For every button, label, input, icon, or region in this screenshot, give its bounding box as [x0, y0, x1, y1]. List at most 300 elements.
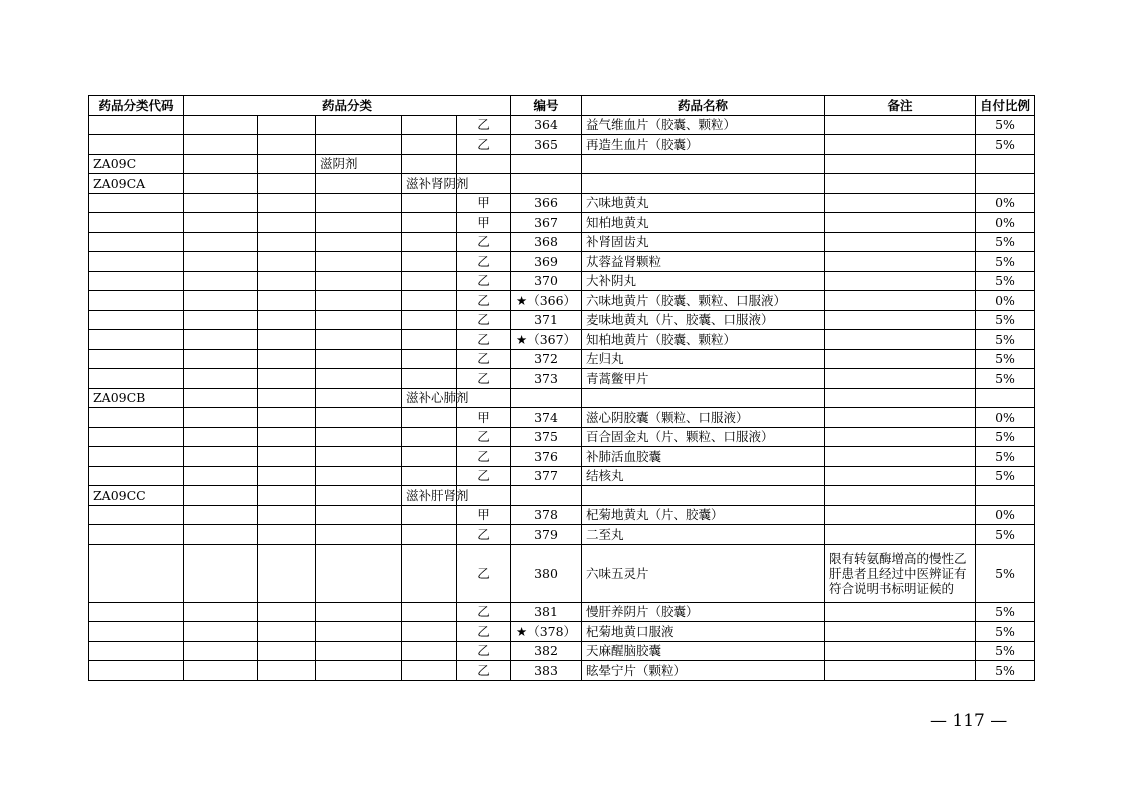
table-row [89, 193, 1035, 213]
cell-level4 [402, 661, 457, 681]
cell-note [825, 602, 976, 622]
cell-code: ZA09CA [89, 174, 184, 194]
table-row [89, 466, 1035, 486]
cell-grade: 甲 [457, 213, 511, 233]
cell-number [511, 154, 582, 174]
cell-code [89, 466, 184, 486]
cell-grade: 乙 [457, 427, 511, 447]
cell-number [511, 388, 582, 408]
cell-grade: 乙 [457, 369, 511, 389]
cell-level4 [402, 135, 457, 155]
cell-level2 [258, 213, 316, 233]
cell-level3 [316, 369, 402, 389]
cell-grade: 乙 [457, 544, 511, 602]
cell-number: 381 [511, 602, 582, 622]
cell-code [89, 135, 184, 155]
cell-level2 [258, 115, 316, 135]
cell-drug-name [582, 174, 825, 194]
cell-level2 [258, 330, 316, 350]
cell-level1 [184, 661, 258, 681]
cell-drug-name: 六味五灵片 [582, 544, 825, 602]
cell-code [89, 661, 184, 681]
cell-code [89, 408, 184, 428]
cell-note [825, 330, 976, 350]
cell-level3 [316, 505, 402, 525]
cell-level3 [316, 115, 402, 135]
table-row [89, 232, 1035, 252]
table-row [89, 661, 1035, 681]
cell-number: 372 [511, 349, 582, 369]
cell-level2 [258, 427, 316, 447]
cell-level2 [258, 252, 316, 272]
cell-level1 [184, 486, 258, 506]
cell-level3 [316, 602, 402, 622]
table-row [89, 115, 1035, 135]
cell-level3 [316, 447, 402, 467]
cell-code [89, 310, 184, 330]
cell-level1 [184, 193, 258, 213]
cell-drug-name: 杞菊地黄口服液 [582, 622, 825, 642]
cell-level2 [258, 641, 316, 661]
cell-level4 [402, 232, 457, 252]
cell-note [825, 174, 976, 194]
cell-drug-name: 知柏地黄丸 [582, 213, 825, 233]
cell-ratio: 5% [976, 427, 1035, 447]
cell-note [825, 310, 976, 330]
cell-note [825, 291, 976, 311]
cell-code [89, 427, 184, 447]
cell-grade: 乙 [457, 602, 511, 622]
cell-ratio: 5% [976, 252, 1035, 272]
cell-note [825, 135, 976, 155]
cell-code: ZA09CC [89, 486, 184, 506]
cell-code [89, 447, 184, 467]
cell-level3 [316, 213, 402, 233]
cell-note [825, 115, 976, 135]
cell-number: 374 [511, 408, 582, 428]
cell-grade: 乙 [457, 641, 511, 661]
cell-level4: 滋补肝肾剂 [402, 486, 457, 506]
cell-level1 [184, 115, 258, 135]
cell-ratio [976, 174, 1035, 194]
table-row [89, 505, 1035, 525]
cell-level1 [184, 252, 258, 272]
cell-drug-name: 再造生血片（胶囊） [582, 135, 825, 155]
cell-number: 378 [511, 505, 582, 525]
cell-grade: 乙 [457, 466, 511, 486]
cell-level2 [258, 466, 316, 486]
table-row [89, 369, 1035, 389]
cell-ratio: 0% [976, 213, 1035, 233]
cell-level3 [316, 466, 402, 486]
cell-note [825, 408, 976, 428]
cell-note [825, 486, 976, 506]
cell-drug-name: 眩晕宁片（颗粒） [582, 661, 825, 681]
cell-level2 [258, 310, 316, 330]
cell-grade: 乙 [457, 271, 511, 291]
cell-level1 [184, 310, 258, 330]
cell-level2 [258, 154, 316, 174]
cell-ratio: 5% [976, 641, 1035, 661]
cell-grade: 乙 [457, 330, 511, 350]
table-row [89, 388, 1035, 408]
cell-code [89, 291, 184, 311]
cell-level1 [184, 291, 258, 311]
cell-level1 [184, 271, 258, 291]
cell-code [89, 213, 184, 233]
cell-level4 [402, 544, 457, 602]
cell-level4 [402, 291, 457, 311]
cell-ratio: 5% [976, 232, 1035, 252]
cell-note [825, 369, 976, 389]
cell-number: 382 [511, 641, 582, 661]
cell-level4 [402, 330, 457, 350]
cell-level1 [184, 213, 258, 233]
header-code: 药品分类代码 [89, 96, 184, 116]
cell-number: 368 [511, 232, 582, 252]
cell-code [89, 641, 184, 661]
cell-code [89, 330, 184, 350]
cell-ratio: 5% [976, 135, 1035, 155]
cell-grade: 乙 [457, 232, 511, 252]
table-row [89, 135, 1035, 155]
cell-number: 375 [511, 427, 582, 447]
cell-note [825, 388, 976, 408]
cell-level1 [184, 174, 258, 194]
cell-level3 [316, 427, 402, 447]
cell-ratio [976, 486, 1035, 506]
table-row [89, 154, 1035, 174]
cell-ratio: 0% [976, 291, 1035, 311]
cell-number: 377 [511, 466, 582, 486]
cell-ratio: 5% [976, 525, 1035, 545]
table-body [89, 115, 1035, 680]
table-row [89, 486, 1035, 506]
cell-note [825, 213, 976, 233]
table-row [89, 310, 1035, 330]
cell-level2 [258, 447, 316, 467]
cell-level3 [316, 641, 402, 661]
cell-ratio: 5% [976, 271, 1035, 291]
cell-number: 365 [511, 135, 582, 155]
cell-level1 [184, 602, 258, 622]
cell-code [89, 349, 184, 369]
cell-drug-name: 麦味地黄丸（片、胶囊、口服液） [582, 310, 825, 330]
cell-grade: 乙 [457, 115, 511, 135]
cell-note [825, 466, 976, 486]
cell-level3 [316, 174, 402, 194]
cell-level4: 滋补肾阴剂 [402, 174, 457, 194]
cell-level4 [402, 271, 457, 291]
header-name: 药品名称 [582, 96, 825, 116]
cell-code: ZA09C [89, 154, 184, 174]
cell-drug-name [582, 388, 825, 408]
cell-grade: 乙 [457, 447, 511, 467]
cell-code [89, 115, 184, 135]
cell-ratio [976, 388, 1035, 408]
table-row [89, 408, 1035, 428]
cell-code [89, 602, 184, 622]
cell-number: ★（366） [511, 291, 582, 311]
cell-level1 [184, 369, 258, 389]
cell-code [89, 525, 184, 545]
cell-number [511, 486, 582, 506]
cell-drug-name: 慢肝养阴片（胶囊） [582, 602, 825, 622]
cell-number: 376 [511, 447, 582, 467]
cell-code [89, 369, 184, 389]
cell-level1 [184, 388, 258, 408]
cell-level3 [316, 271, 402, 291]
cell-note [825, 232, 976, 252]
cell-level2 [258, 369, 316, 389]
cell-level2 [258, 602, 316, 622]
cell-number: 364 [511, 115, 582, 135]
cell-level4 [402, 525, 457, 545]
table-row [89, 602, 1035, 622]
cell-level1 [184, 349, 258, 369]
header-number: 编号 [511, 96, 582, 116]
cell-level4 [402, 115, 457, 135]
table-row [89, 447, 1035, 467]
cell-note [825, 193, 976, 213]
cell-ratio: 5% [976, 330, 1035, 350]
cell-number [511, 174, 582, 194]
cell-grade: 乙 [457, 291, 511, 311]
cell-level3 [316, 252, 402, 272]
table-row [89, 622, 1035, 642]
cell-level3 [316, 661, 402, 681]
cell-ratio: 5% [976, 310, 1035, 330]
cell-level4 [402, 602, 457, 622]
cell-level3 [316, 135, 402, 155]
cell-note [825, 427, 976, 447]
cell-level3 [316, 408, 402, 428]
cell-grade: 乙 [457, 622, 511, 642]
cell-code [89, 505, 184, 525]
cell-level2 [258, 291, 316, 311]
cell-number: 369 [511, 252, 582, 272]
cell-number: 383 [511, 661, 582, 681]
cell-grade: 甲 [457, 505, 511, 525]
cell-number: 367 [511, 213, 582, 233]
cell-drug-name: 苁蓉益肾颗粒 [582, 252, 825, 272]
cell-level1 [184, 330, 258, 350]
cell-level2 [258, 349, 316, 369]
cell-level2 [258, 661, 316, 681]
cell-level2 [258, 135, 316, 155]
cell-level4 [402, 369, 457, 389]
cell-note [825, 525, 976, 545]
cell-level1 [184, 525, 258, 545]
cell-level1 [184, 427, 258, 447]
cell-level1 [184, 466, 258, 486]
cell-grade: 乙 [457, 661, 511, 681]
cell-ratio: 0% [976, 505, 1035, 525]
cell-ratio: 5% [976, 622, 1035, 642]
cell-level3 [316, 622, 402, 642]
cell-level2 [258, 388, 316, 408]
cell-code [89, 622, 184, 642]
cell-drug-name [582, 486, 825, 506]
cell-number: 380 [511, 544, 582, 602]
cell-level2 [258, 544, 316, 602]
table-row [89, 544, 1035, 602]
cell-level3 [316, 544, 402, 602]
cell-number: 366 [511, 193, 582, 213]
cell-level3 [316, 388, 402, 408]
cell-level3 [316, 310, 402, 330]
cell-drug-name: 益气维血片（胶囊、颗粒） [582, 115, 825, 135]
cell-drug-name: 二至丸 [582, 525, 825, 545]
cell-level3 [316, 349, 402, 369]
table-row [89, 174, 1035, 194]
cell-level2 [258, 271, 316, 291]
cell-level2 [258, 408, 316, 428]
table-row [89, 330, 1035, 350]
cell-grade: 乙 [457, 525, 511, 545]
cell-level4 [402, 193, 457, 213]
cell-level4 [402, 213, 457, 233]
cell-level1 [184, 154, 258, 174]
cell-level3 [316, 232, 402, 252]
cell-drug-name: 左归丸 [582, 349, 825, 369]
table-header-row [89, 96, 1035, 116]
cell-drug-name: 六味地黄片（胶囊、颗粒、口服液） [582, 291, 825, 311]
cell-ratio: 5% [976, 466, 1035, 486]
table-row [89, 252, 1035, 272]
cell-drug-name: 补肺活血胶囊 [582, 447, 825, 467]
cell-code [89, 252, 184, 272]
cell-level4 [402, 408, 457, 428]
table-row [89, 641, 1035, 661]
cell-code [89, 271, 184, 291]
cell-drug-name: 百合固金丸（片、颗粒、口服液） [582, 427, 825, 447]
cell-level2 [258, 486, 316, 506]
cell-code: ZA09CB [89, 388, 184, 408]
cell-drug-name: 结核丸 [582, 466, 825, 486]
table-row [89, 291, 1035, 311]
cell-level1 [184, 622, 258, 642]
cell-ratio: 5% [976, 661, 1035, 681]
cell-note [825, 271, 976, 291]
cell-level3: 滋阴剂 [316, 154, 402, 174]
cell-level2 [258, 622, 316, 642]
cell-level2 [258, 193, 316, 213]
cell-number: 373 [511, 369, 582, 389]
cell-note [825, 349, 976, 369]
cell-drug-name: 知柏地黄片（胶囊、颗粒） [582, 330, 825, 350]
drug-catalog-table [88, 95, 1035, 681]
cell-ratio: 5% [976, 115, 1035, 135]
cell-level3 [316, 193, 402, 213]
cell-level4 [402, 466, 457, 486]
header-note: 备注 [825, 96, 976, 116]
cell-grade [457, 154, 511, 174]
cell-level3 [316, 291, 402, 311]
cell-note [825, 622, 976, 642]
cell-note [825, 505, 976, 525]
cell-grade: 乙 [457, 349, 511, 369]
cell-drug-name: 六味地黄丸 [582, 193, 825, 213]
cell-level4 [402, 252, 457, 272]
cell-level3 [316, 525, 402, 545]
cell-drug-name: 青蒿鳖甲片 [582, 369, 825, 389]
cell-drug-name: 天麻醒脑胶囊 [582, 641, 825, 661]
cell-level1 [184, 641, 258, 661]
cell-ratio: 0% [976, 408, 1035, 428]
cell-note: 限有转氨酶增高的慢性乙肝患者且经过中医辨证有符合说明书标明证候的 [825, 544, 976, 602]
table-row [89, 525, 1035, 545]
cell-drug-name: 滋心阴胶囊（颗粒、口服液） [582, 408, 825, 428]
cell-level1 [184, 408, 258, 428]
cell-drug-name: 大补阴丸 [582, 271, 825, 291]
cell-level1 [184, 232, 258, 252]
cell-level1 [184, 135, 258, 155]
header-ratio: 自付比例 [976, 96, 1035, 116]
cell-level4 [402, 154, 457, 174]
cell-level1 [184, 544, 258, 602]
cell-drug-name: 补肾固齿丸 [582, 232, 825, 252]
cell-ratio: 5% [976, 544, 1035, 602]
cell-note [825, 661, 976, 681]
cell-code [89, 232, 184, 252]
cell-level2 [258, 525, 316, 545]
cell-grade: 甲 [457, 193, 511, 213]
cell-number: 370 [511, 271, 582, 291]
cell-level4 [402, 310, 457, 330]
cell-ratio: 5% [976, 447, 1035, 467]
cell-level1 [184, 447, 258, 467]
table-row [89, 213, 1035, 233]
cell-level4 [402, 427, 457, 447]
header-category: 药品分类 [184, 96, 511, 116]
cell-level2 [258, 505, 316, 525]
cell-number: 379 [511, 525, 582, 545]
cell-drug-name: 杞菊地黄丸（片、胶囊） [582, 505, 825, 525]
table-row [89, 271, 1035, 291]
cell-grade: 甲 [457, 408, 511, 428]
cell-level4 [402, 622, 457, 642]
cell-number: 371 [511, 310, 582, 330]
cell-ratio: 0% [976, 193, 1035, 213]
cell-level4 [402, 447, 457, 467]
cell-level4: 滋补心肺剂 [402, 388, 457, 408]
cell-code [89, 544, 184, 602]
cell-grade: 乙 [457, 310, 511, 330]
cell-drug-name [582, 154, 825, 174]
cell-ratio: 5% [976, 602, 1035, 622]
cell-ratio [976, 154, 1035, 174]
cell-level2 [258, 174, 316, 194]
cell-level4 [402, 505, 457, 525]
cell-level4 [402, 641, 457, 661]
cell-number: ★（378） [511, 622, 582, 642]
cell-level3 [316, 486, 402, 506]
cell-ratio: 5% [976, 349, 1035, 369]
cell-ratio: 5% [976, 369, 1035, 389]
cell-code [89, 193, 184, 213]
table-row [89, 427, 1035, 447]
cell-level3 [316, 330, 402, 350]
table-row [89, 349, 1035, 369]
cell-note [825, 641, 976, 661]
cell-level2 [258, 232, 316, 252]
cell-note [825, 447, 976, 467]
cell-grade: 乙 [457, 135, 511, 155]
cell-number: ★（367） [511, 330, 582, 350]
cell-note [825, 252, 976, 272]
cell-level1 [184, 505, 258, 525]
